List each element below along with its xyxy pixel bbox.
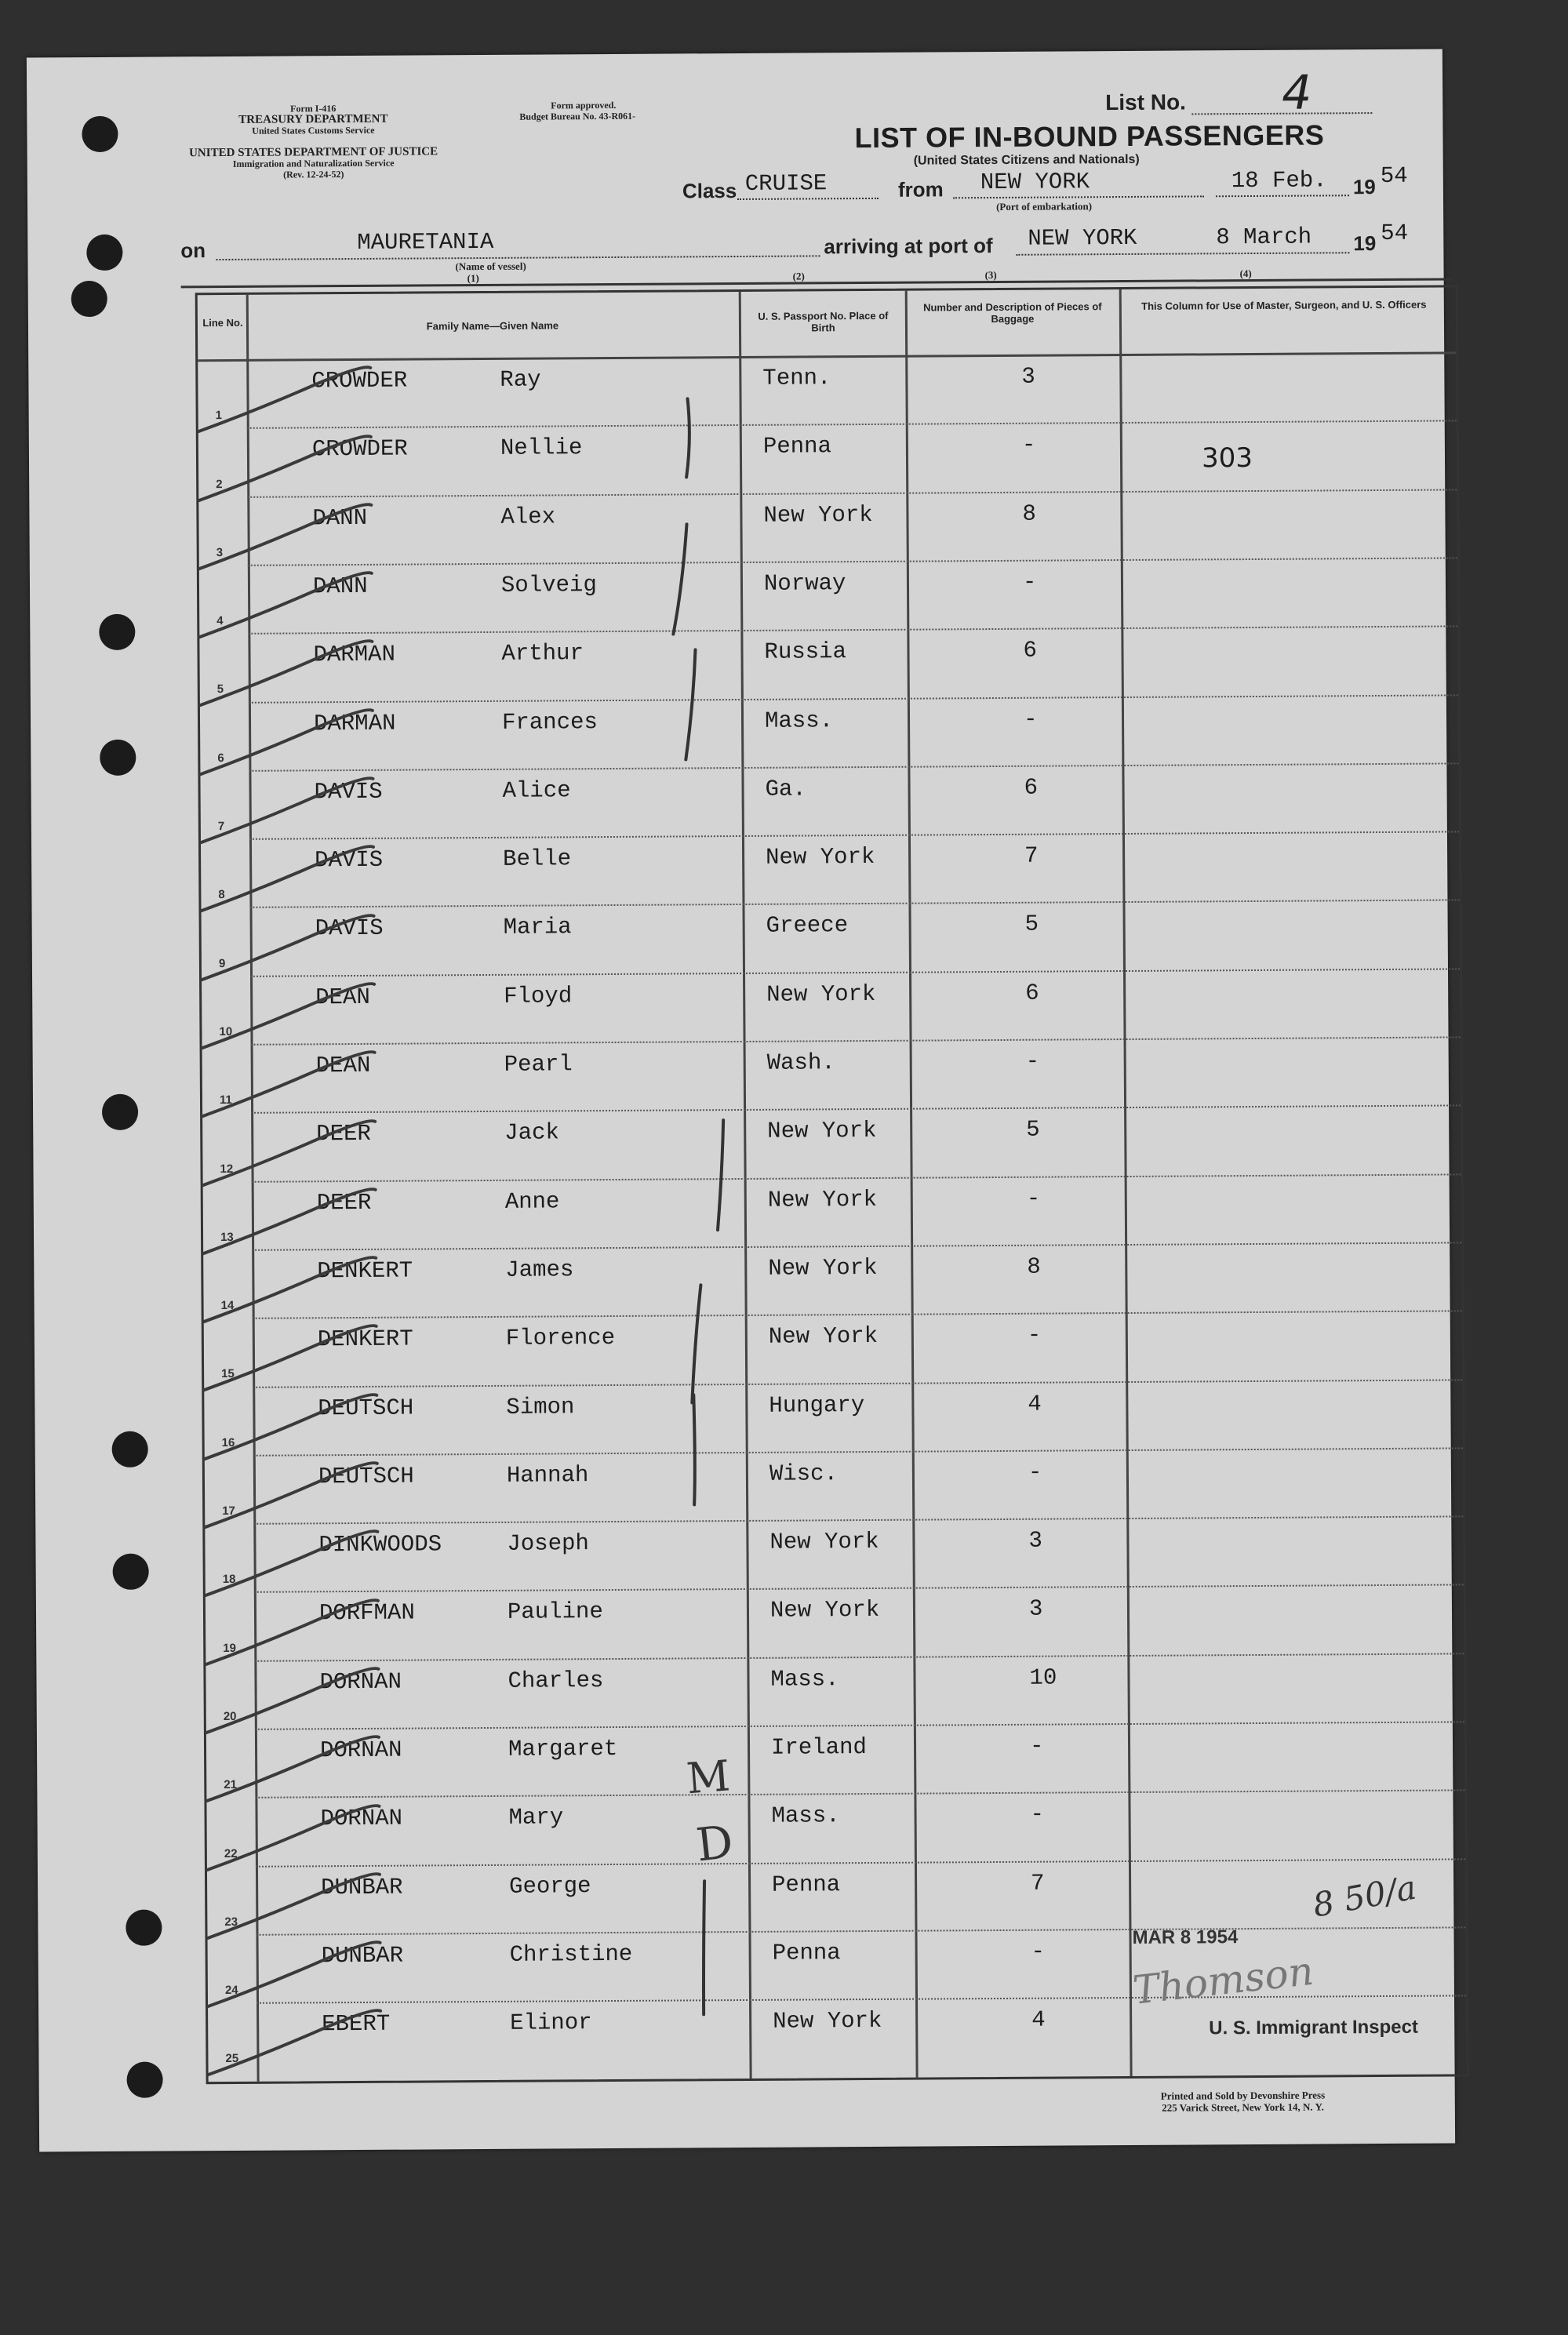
family-name: DAVIS — [315, 846, 384, 874]
from-label: from — [897, 177, 944, 202]
place-of-birth: New York — [766, 980, 876, 1008]
vessel-name: MAURETANIA — [357, 228, 494, 256]
given-name: Nellie — [500, 435, 583, 462]
approved-label: Form approved. — [551, 99, 617, 111]
place-of-birth: Penna — [772, 1940, 841, 1966]
check-mark-tall — [673, 524, 688, 634]
baggage-count: 10 — [1029, 1664, 1057, 1691]
baggage-count: 4 — [1031, 2006, 1046, 2033]
family-name: DANN — [312, 573, 368, 600]
line-number: 14 — [220, 1299, 235, 1313]
year-suffix-1: 54 — [1380, 162, 1408, 189]
line-number: 18 — [222, 1573, 236, 1587]
place-of-birth: Penna — [772, 1871, 841, 1898]
baggage-count: 6 — [1024, 774, 1039, 801]
baggage-count: 6 — [1025, 980, 1039, 1006]
given-name: Joseph — [507, 1530, 589, 1557]
baggage-count: - — [1031, 1938, 1046, 1965]
family-name: DEUTSCH — [318, 1395, 414, 1421]
manifest-sheet — [27, 49, 1455, 2152]
family-name: DINKWOODS — [318, 1531, 442, 1558]
family-name: DENKERT — [317, 1257, 413, 1285]
place-of-birth: Ireland — [770, 1734, 867, 1761]
justice-label: UNITED STATES DEPARTMENT OF JUSTICE — [189, 145, 438, 160]
line-number: 19 — [223, 1641, 236, 1655]
line-number: 8 — [218, 888, 225, 902]
family-name: DAVIS — [314, 778, 383, 806]
baggage-count: - — [1022, 569, 1037, 595]
place-of-birth: New York — [768, 1323, 879, 1350]
family-name: DEER — [316, 1189, 372, 1216]
family-name: CROWDER — [311, 435, 408, 463]
given-name: George — [509, 1872, 591, 1900]
family-name: DEER — [316, 1121, 371, 1147]
col-header-officers: This Column for Use of Master, Surgeon, and U. S. Officers — [1141, 298, 1427, 312]
given-name: Frances — [501, 708, 598, 736]
baggage-count: - — [1028, 1459, 1042, 1486]
baggage-count: 5 — [1026, 1116, 1040, 1144]
given-name: Hannah — [506, 1461, 589, 1489]
line-number: 6 — [217, 751, 224, 765]
place-of-birth: Wash. — [766, 1049, 835, 1076]
col-header-name: Family Name—Given Name — [426, 319, 559, 333]
stamp-date: MAR 8 1954 — [1132, 1926, 1239, 1948]
margin-mark-d: D — [693, 1814, 736, 1872]
year-prefix-1: 19 — [1352, 175, 1376, 199]
place-of-birth: Mass. — [771, 1802, 840, 1830]
place-of-birth: New York — [767, 1118, 877, 1145]
line-number: 10 — [219, 1024, 233, 1039]
rev-label: (Rev. 12-24-52) — [283, 169, 344, 180]
family-name: DUNBAR — [321, 1942, 404, 1969]
line-number: 15 — [221, 1367, 235, 1381]
line-number: 17 — [222, 1504, 235, 1518]
corner-note: 8 50/a — [1309, 1868, 1420, 1925]
given-name: Solveig — [500, 572, 597, 598]
ins-label: Immigration and Naturalization Service — [232, 157, 395, 169]
officer-number: 303 — [1201, 442, 1253, 475]
check-mark-tall — [717, 1120, 724, 1230]
baggage-count: 3 — [1028, 1527, 1042, 1554]
line-number: 16 — [221, 1435, 235, 1449]
line-number: 22 — [224, 1846, 238, 1860]
baggage-count: 8 — [1027, 1253, 1041, 1280]
line-number: 5 — [216, 682, 224, 696]
given-name: Arthur — [501, 640, 584, 667]
class-value: CRUISE — [744, 170, 828, 197]
col-ref-1: (1) — [467, 272, 479, 285]
baggage-count: 4 — [1028, 1391, 1042, 1417]
given-name: Charles — [508, 1667, 604, 1694]
baggage-count: - — [1027, 1322, 1042, 1348]
family-name: DORNAN — [319, 1737, 402, 1764]
check-mark-tall — [686, 398, 690, 477]
given-name: Maria — [503, 914, 572, 941]
handwritten-check-marks — [27, 49, 1455, 2152]
place-of-birth: New York — [769, 1529, 879, 1555]
printer-line-2: 225 Varick Street, New York 14, N. Y. — [1162, 2100, 1324, 2114]
given-name: James — [505, 1257, 574, 1283]
family-name: DAVIS — [315, 915, 384, 942]
arrival-port: NEW YORK — [1028, 224, 1137, 252]
baggage-count: - — [1026, 1185, 1041, 1212]
place-of-birth: Norway — [763, 570, 846, 597]
given-name: Floyd — [504, 983, 573, 1009]
line-number: 1 — [215, 409, 223, 423]
col-header-baggage: Number and Description of Pieces of Baggage — [923, 300, 1102, 326]
family-name: DEAN — [315, 984, 370, 1010]
list-no-label: List No. — [1105, 89, 1187, 115]
check-mark-tall — [691, 1285, 701, 1402]
line-number: 23 — [224, 1915, 238, 1929]
place-of-birth: Penna — [762, 433, 832, 460]
family-name: DORFMAN — [318, 1599, 415, 1627]
year-prefix-2: 19 — [1353, 231, 1377, 256]
check-mark-tall — [693, 1395, 695, 1504]
baggage-count: 8 — [1022, 500, 1036, 527]
place-of-birth: Wisc. — [769, 1460, 839, 1487]
baggage-count: - — [1030, 1801, 1045, 1828]
family-name: DENKERT — [317, 1326, 413, 1353]
baggage-count: - — [1029, 1733, 1044, 1759]
given-name: Simon — [506, 1393, 575, 1420]
customs-label: United States Customs Service — [252, 124, 375, 136]
family-name: EBERT — [322, 2010, 391, 2038]
given-name: Mary — [508, 1804, 564, 1831]
line-number: 20 — [223, 1709, 237, 1724]
list-no-value: 4 — [1281, 65, 1312, 121]
baggage-count: - — [1023, 706, 1038, 733]
place-of-birth: Mass. — [770, 1665, 839, 1693]
place-of-birth: Mass. — [764, 707, 834, 734]
given-name: Anne — [504, 1188, 560, 1215]
place-of-birth: New York — [766, 844, 875, 871]
line-number: 24 — [224, 1984, 238, 1998]
baggage-count: - — [1025, 1048, 1040, 1075]
class-label: Class — [682, 179, 737, 203]
form-number: Form I-416 — [290, 103, 337, 115]
given-name: Elinor — [510, 2009, 592, 2037]
given-name: Florence — [505, 1325, 616, 1352]
line-number: 21 — [224, 1778, 238, 1792]
line-number: 25 — [225, 2052, 239, 2066]
col-ref-3: (3) — [984, 268, 997, 282]
page-subtitle: (United States Citizens and Nationals) — [913, 152, 1140, 168]
line-number: 7 — [217, 820, 225, 834]
place-of-birth: New York — [768, 1254, 878, 1282]
from-value: NEW YORK — [980, 169, 1090, 196]
treasury-label: TREASURY DEPARTMENT — [238, 112, 388, 126]
place-of-birth: Russia — [764, 638, 847, 665]
page-title: LIST OF IN-BOUND PASSENGERS — [854, 118, 1325, 155]
check-mark-tall — [685, 649, 696, 759]
baggage-count: 3 — [1021, 363, 1035, 390]
family-name: DARMAN — [313, 641, 396, 668]
line-number: 2 — [216, 477, 223, 491]
given-name: Pearl — [504, 1051, 573, 1078]
on-label: on — [180, 238, 206, 263]
line-number: 12 — [220, 1162, 234, 1176]
place-of-birth: Hungary — [769, 1391, 865, 1419]
family-name: DEAN — [315, 1052, 371, 1079]
baggage-count: - — [1021, 431, 1036, 459]
col-ref-2: (2) — [792, 270, 805, 282]
col-header-passport: U. S. Passport No. Place of Birth — [758, 309, 889, 334]
given-name: Jack — [504, 1119, 559, 1147]
margin-mark-m: M — [684, 1751, 732, 1804]
check-mark-tall — [703, 1881, 705, 2014]
inspector-signature: Thomson — [1130, 1948, 1316, 2013]
family-name: DANN — [312, 504, 368, 531]
baggage-count: 7 — [1024, 842, 1039, 869]
printer-line-1: Printed and Sold by Devonshire Press — [1160, 2089, 1326, 2102]
family-name: DEUTSCH — [318, 1463, 414, 1490]
place-of-birth: New York — [773, 2008, 882, 2035]
budget-label: Budget Bureau No. 43-R061- — [519, 110, 636, 122]
family-name: DUNBAR — [321, 1874, 403, 1900]
given-name: Alex — [500, 504, 556, 530]
arriving-label: arriving at port of — [824, 234, 993, 259]
col-ref-4: (4) — [1239, 267, 1252, 280]
baggage-count: 6 — [1023, 637, 1038, 664]
place-of-birth: Tenn. — [762, 365, 831, 391]
baggage-count: 5 — [1024, 911, 1039, 938]
year-suffix-2: 54 — [1381, 220, 1409, 246]
line-number: 13 — [220, 1230, 234, 1244]
family-name: DARMAN — [313, 710, 396, 737]
line-number: 9 — [218, 956, 226, 970]
baggage-count: 3 — [1028, 1596, 1043, 1623]
line-number: 3 — [216, 545, 224, 559]
given-name: Belle — [503, 846, 572, 872]
departure-date: 18 Feb. — [1231, 167, 1327, 195]
arrival-date: 8 March — [1216, 224, 1312, 251]
given-name: Alice — [502, 777, 571, 804]
family-name: CROWDER — [311, 367, 408, 395]
place-of-birth: Ga. — [765, 776, 806, 802]
place-of-birth: Greece — [766, 912, 849, 940]
given-name: Pauline — [507, 1598, 603, 1626]
family-name: DORNAN — [320, 1805, 403, 1832]
given-name: Christine — [509, 1940, 633, 1968]
vessel-note: (Name of vessel) — [455, 260, 526, 273]
given-name: Margaret — [508, 1735, 618, 1762]
line-number: 11 — [219, 1093, 232, 1107]
col-header-line-no: Line No. — [202, 316, 243, 329]
place-of-birth: New York — [769, 1597, 880, 1624]
family-name: DORNAN — [319, 1668, 402, 1695]
place-of-birth: New York — [763, 501, 873, 529]
given-name: Ray — [500, 366, 541, 393]
inspector-title: U. S. Immigrant Inspect — [1209, 2016, 1419, 2039]
baggage-count: 7 — [1031, 1870, 1045, 1897]
port-embarkation-note: (Port of embarkation) — [995, 200, 1093, 213]
line-number: 4 — [216, 614, 224, 628]
place-of-birth: New York — [767, 1186, 878, 1213]
